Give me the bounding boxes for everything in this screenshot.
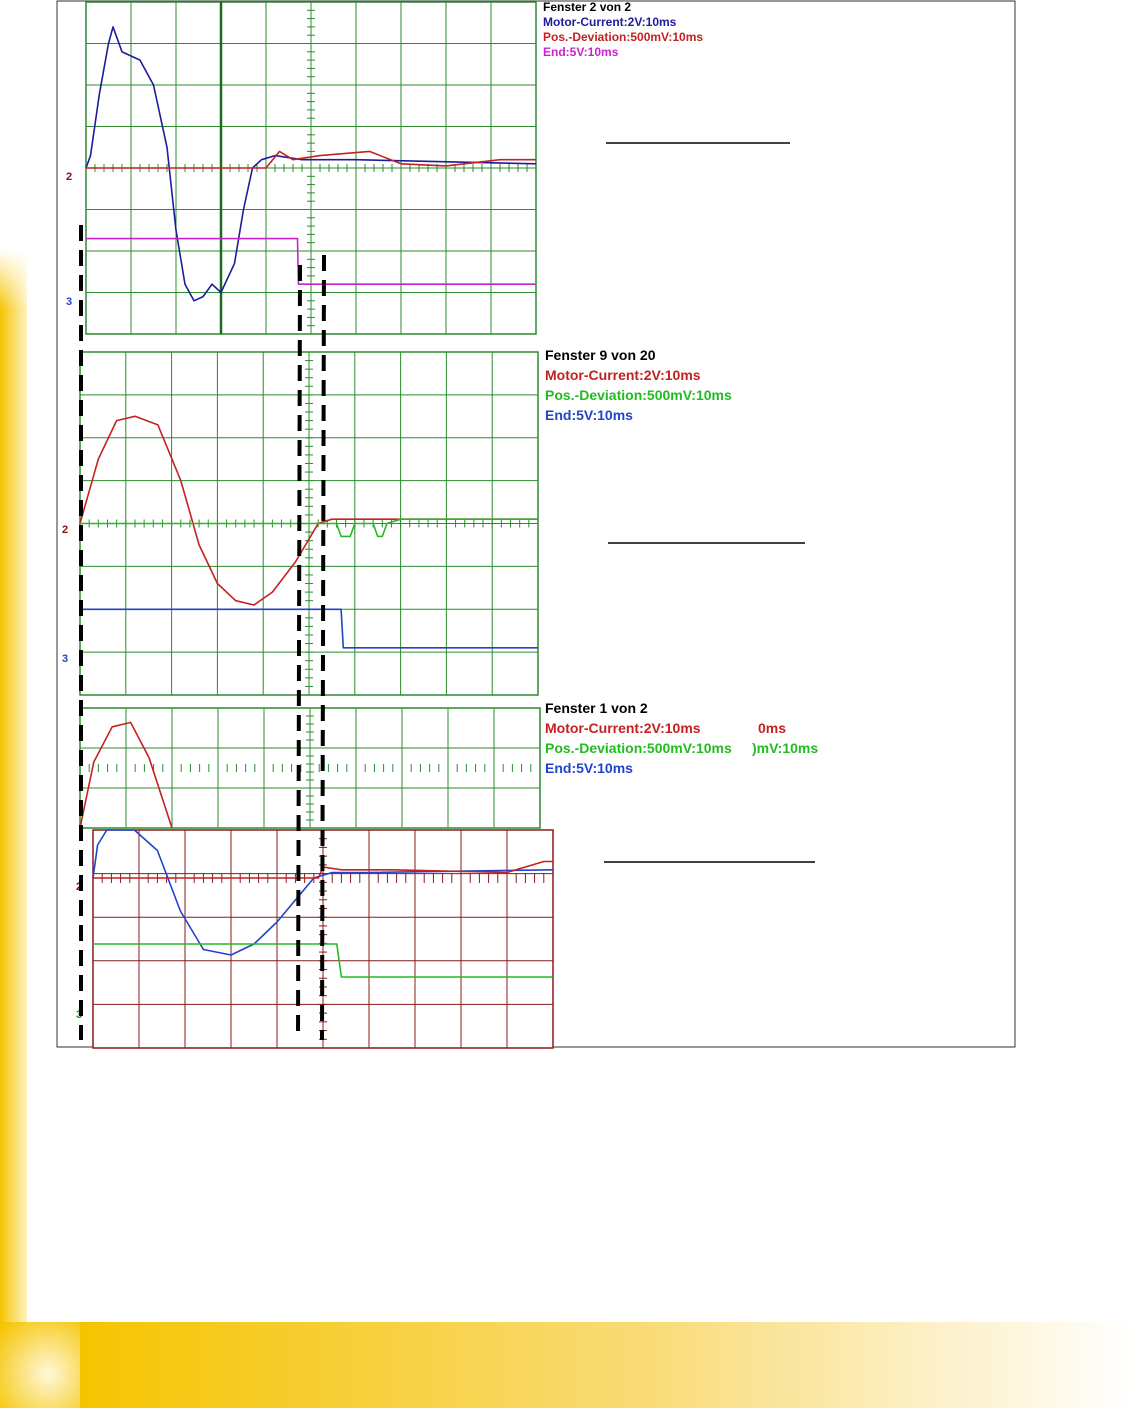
panel3-legend-0: Motor-Current:2V:10ms: [545, 720, 701, 736]
bottom-accent-bar: [80, 1322, 1134, 1408]
channel-marker: 3: [66, 296, 73, 308]
panel2-legend-1: Pos.-Deviation:500mV:10ms: [545, 387, 732, 403]
panel3-legend-1: Pos.-Deviation:500mV:10ms: [545, 740, 732, 756]
channel-marker: 3: [62, 653, 69, 665]
panel1-title: Fenster 2 von 2: [543, 0, 632, 14]
panel2-legend-2: End:5V:10ms: [545, 407, 633, 423]
panel1-legend-1: Pos.-Deviation:500mV:10ms: [543, 30, 704, 44]
panel2-title: Fenster 9 von 20: [545, 347, 656, 363]
left-accent-fade: [0, 250, 27, 450]
scope-panel-1: [66, 2, 536, 334]
channel-marker: 3: [76, 1009, 83, 1021]
scope-panel-3: [76, 708, 553, 1048]
panel3-title: Fenster 1 von 2: [545, 700, 648, 716]
panel2-legend-0: Motor-Current:2V:10ms: [545, 367, 701, 383]
channel-marker: 2: [62, 524, 69, 536]
panel1-legend-0: Motor-Current:2V:10ms: [543, 15, 677, 29]
bottom-corner-accent: [0, 1322, 80, 1408]
channel-marker: 2: [66, 171, 73, 183]
channel-marker: 2: [76, 881, 83, 893]
panel3-legend-1-overflow: )mV:10ms: [752, 740, 819, 756]
panel3-legend-2: End:5V:10ms: [545, 760, 633, 776]
panel3-legend-0-overflow: 0ms: [758, 720, 787, 736]
panel1-legend-2: End:5V:10ms: [543, 45, 619, 59]
